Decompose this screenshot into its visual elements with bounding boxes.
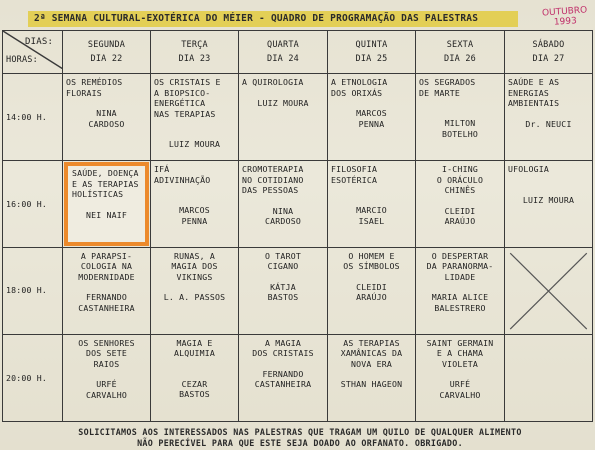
lecture-cell [63,247,151,334]
lecture-speaker: BOTELHO [442,128,478,139]
hours-label: HORAS: [6,55,38,65]
lecture-title: AS TERAPIAS [343,337,400,348]
lecture-cell [416,74,505,161]
day-header [416,31,505,74]
day-name: SÁBADO [532,40,565,51]
lecture-title: ENERGÉTICA [154,98,206,109]
corner-cell [3,31,63,74]
lecture-speaker: STHAN HAGEON [340,379,403,390]
lecture-title: E A CHAMA [436,348,484,359]
schedule-table [2,30,593,422]
day-header [328,31,416,74]
lecture-title: A QUIROLOGIA [242,77,304,88]
title-separator: - [259,13,265,24]
lecture-title: A PARAPSI- [80,250,133,261]
lecture-title: CROMOTERAPIA [242,164,304,175]
day-name: QUINTA [355,40,388,51]
time-label: 18:00 H. [3,247,63,334]
lecture-title: MODERNIDADE [78,271,135,282]
lecture-speaker: ISAEL [358,215,385,226]
lecture-title: OS SEGRADOS [419,77,476,88]
lecture-speaker: MARCIO [356,205,387,216]
lecture-speaker: NEI NAIF [85,209,128,220]
lecture-title: OS REMÉDIOS [66,77,123,88]
lecture-title: O DESPERTAR [431,250,489,261]
lecture-cell [239,247,328,334]
lecture-title: SAINT GERMAIN [426,337,494,348]
lecture-title: A MAGIA [265,337,301,348]
page-subtitle: QUADRO DE PROGRAMAÇÃO DAS PALESTRAS [270,13,479,24]
lecture-cell-highlighted [63,161,151,247]
footer-line: NÃO PERECÍVEL PARA QUE ESTE SEJA DOADO AO ORFANATO. OBRIGADO. [137,438,463,448]
day-header [63,31,151,74]
day-name: TERÇA [181,40,208,51]
lecture-title: ENERGIAS [508,87,550,98]
lecture-title: ADIVINHAÇÃO [154,174,211,185]
day-date: DIA 27 [532,54,565,65]
lecture-cell [151,334,239,421]
lecture-speaker: PENNA [358,118,385,129]
lecture-speaker: CARVALHO [85,389,128,400]
time-label: 16:00 H. [3,161,63,247]
day-date: DIA 24 [267,54,299,65]
lecture-speaker: CLEIDI [356,281,387,292]
cross-out-mark [505,248,592,334]
stamp-month: OUTUBRO [541,5,588,19]
day-date: DIA 26 [444,54,476,65]
day-header [239,31,328,74]
lecture-title: A ETNOLOGIA [331,77,388,88]
lecture-cell [328,247,416,334]
lecture-cell [416,161,505,247]
lecture-cell [151,247,239,334]
lecture-speaker: BASTOS [179,389,210,400]
lecture-title: DAS PESSOAS [242,185,299,196]
lecture-speaker: LUIZ MOURA [168,139,221,150]
lecture-title: OS CRISTAIS E [154,77,221,88]
lecture-title: VIOLETA [442,358,478,369]
lecture-title: DOS SETE [85,348,128,359]
lecture-title: A BIOPSICO- [154,87,211,98]
lecture-speaker: ARAÚJO [444,216,476,227]
lecture-title: E AS TERAPIAS [72,178,139,189]
lecture-cell [416,334,505,421]
lecture-speaker: MILTON [444,118,476,129]
footer-notice [20,427,580,449]
lecture-cell [239,74,328,161]
time-row [3,247,593,334]
lecture-title: DE MARTE [419,87,461,98]
lecture-title: CIGANO [267,261,299,272]
lecture-cell [505,161,593,247]
lecture-speaker: PENNA [181,215,208,226]
lecture-title: COLOGIA NA [80,261,133,272]
lecture-title: CHINÊS [444,185,476,196]
lecture-speaker: ARAÚJO [356,292,387,303]
lecture-speaker: MARIA ALICE [431,292,489,303]
lecture-cell [63,334,151,421]
lecture-speaker: Dr. NEUCI [525,118,572,129]
page-title: 2ª SEMANA CULTURAL-EXOTÉRICA DO MÉIER [34,13,254,24]
lecture-title: O HOMEM E [348,250,395,261]
lecture-title: VIKINGS [176,271,213,282]
lecture-cell [239,161,328,247]
lecture-title: ALQUIMIA [173,348,216,359]
lecture-speaker: CASTANHEIRA [254,379,312,390]
lecture-title: O ORÁCULO [436,174,484,185]
lecture-speaker: LUIZ MOURA [257,97,309,108]
lecture-speaker: BASTOS [267,292,299,303]
lecture-title: DOS CRISTAIS [252,348,314,359]
orange-highlight-box [64,162,149,245]
lecture-speaker: L. A. PASSOS [163,292,226,303]
lecture-speaker: CLEIDI [444,205,476,216]
time-row [3,161,593,247]
lecture-cell [151,161,239,247]
header-row [3,31,593,74]
lecture-speaker: CASTANHEIRA [78,302,135,313]
lecture-title: RAIOS [93,358,120,369]
lecture-title: SAÚDE E AS [508,77,560,88]
lecture-speaker: CARDOSO [265,216,301,227]
empty-slot-cell [505,334,593,421]
lecture-title: NOVA ERA [350,358,393,369]
lecture-speaker: KÁTJA [270,281,296,292]
lecture-cell [505,74,593,161]
lecture-title: OS SENHORES [78,337,135,348]
lecture-title: UFOLOGIA [508,164,550,175]
lecture-title: FILOSOFIA [331,164,378,175]
lecture-title: NAS TERAPIAS [154,108,216,119]
day-date: DIA 25 [355,54,388,65]
lecture-title: O TAROT [265,250,301,261]
day-name: SEGUNDA [87,40,126,51]
lecture-title: DOS ORIXÁS [331,87,383,98]
stamp-year: 1993 [553,16,578,28]
lecture-title: I-CHING [442,164,478,175]
day-name: QUARTA [267,40,299,51]
day-date: DIA 22 [90,54,123,65]
lecture-title: DA PARANORMA- [426,261,494,272]
title-banner [28,11,518,27]
lecture-speaker: URFÉ [449,379,471,390]
date-stamp [539,5,590,28]
lecture-title: RUNAS, A [173,250,216,261]
lecture-speaker: URFÉ [96,379,117,390]
lecture-speaker: MARCOS [179,205,210,216]
lecture-cell [328,161,416,247]
lecture-speaker: NINA [272,205,294,216]
lecture-speaker: CARVALHO [439,389,481,400]
lecture-speaker: FERNANDO [85,292,128,303]
days-label: DIAS: [25,37,54,47]
time-label: 20:00 H. [3,334,63,421]
lecture-title: LIDADE [444,271,476,282]
lecture-speaker: CARDOSO [88,118,125,129]
time-row [3,334,593,421]
lecture-speaker: NINA [96,108,117,119]
lecture-speaker: FERNANDO [262,368,304,379]
lecture-cell [328,334,416,421]
lecture-speaker: MARCOS [356,108,387,119]
day-date: DIA 23 [178,54,211,65]
lecture-speaker: CEZAR [181,378,208,389]
lecture-title: XAMÂNICAS DA [340,348,403,359]
lecture-speaker: BALESTRERO [434,302,486,313]
lecture-title: MAGIA DOS [171,261,218,272]
lecture-cell [328,74,416,161]
lecture-cell [151,74,239,161]
lecture-cell [239,334,328,421]
lecture-title: AMBIENTAIS [508,98,560,109]
lecture-cell [416,247,505,334]
lecture-title: IFÁ [154,164,170,175]
lecture-title: NO COTIDIANO [242,174,304,185]
lecture-cell [63,74,151,161]
lecture-title: FLORAIS [66,87,102,98]
footer-line: SOLICITAMOS AOS INTERESSADOS NAS PALESTRAS QUE TRAGAM UM QUILO DE QUALQUER ALIMENTO [78,427,522,437]
lecture-title: MAGIA E [176,337,213,348]
lecture-title: SAÚDE, DOENÇA [72,168,139,179]
lecture-title: HOLÍSTICAS [72,189,124,200]
empty-slot-cell [505,247,593,334]
time-label: 14:00 H. [3,74,63,161]
day-name: SEXTA [446,40,474,51]
lecture-title: ESOTÉRICA [331,174,378,185]
day-header [151,31,239,74]
day-header [505,31,593,74]
time-row [3,74,593,161]
lecture-speaker: LUIZ MOURA [522,194,575,205]
lecture-title: OS SÍMBOLOS [343,261,400,272]
